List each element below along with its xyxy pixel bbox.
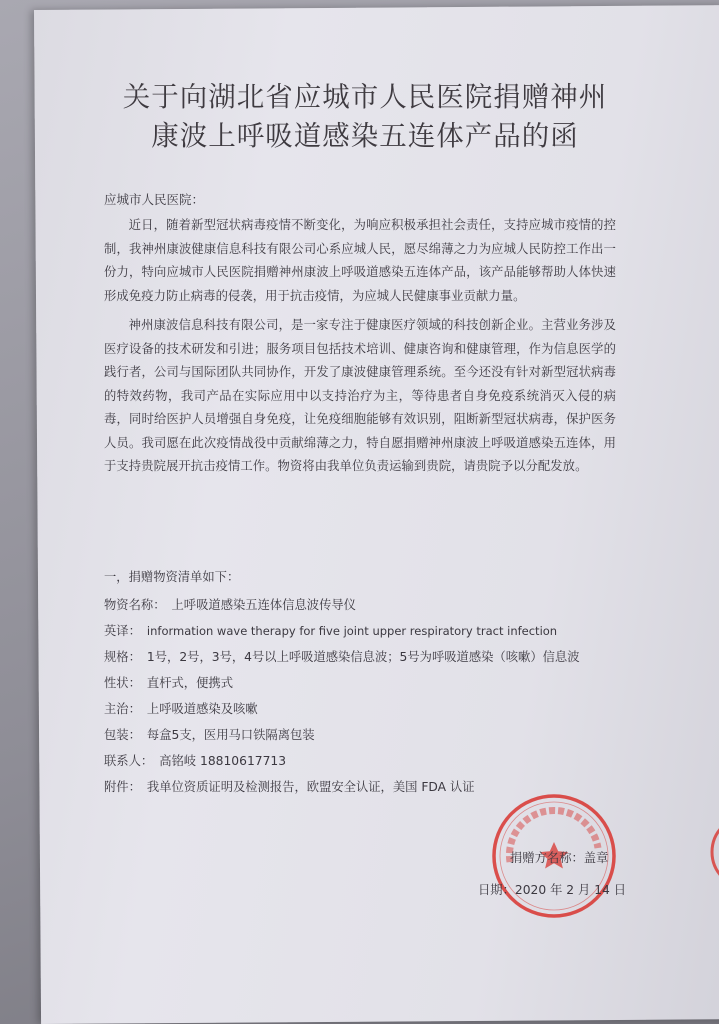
item-value: 上呼吸道感染五连体信息波传导仪 (171, 598, 356, 612)
date-line: 日期：2020 年 2 月 14 日 (478, 883, 627, 897)
title-line-2: 康波上呼吸道感染五连体产品的函 (151, 120, 579, 152)
salutation: 应城市人民医院： (104, 192, 205, 207)
list-item (104, 748, 664, 774)
letter-title (40, 78, 690, 156)
list-item (104, 644, 664, 670)
item-value: 上呼吸道感染及咳嗽 (146, 702, 258, 716)
item-value: 直杆式，便携式 (146, 676, 233, 690)
item-value: 高铭岐 18810617713 (159, 754, 287, 768)
list-item (104, 592, 664, 618)
item-value: 每盒5支，医用马口铁隔离包装 (146, 728, 315, 742)
item-value: 我单位资质证明及检测报告，欧盟安全认证，美国 FDA 认证 (146, 780, 475, 794)
item-label: 英译： (104, 624, 141, 638)
item-label: 规格： (104, 650, 141, 664)
title-line-1: 关于向湖北省应城市人民医院捐赠神州 (122, 81, 608, 113)
item-label: 附件： (104, 780, 141, 794)
signature-line: 捐赠方名称：盖章 (510, 851, 609, 865)
item-label: 联系人： (104, 754, 154, 768)
list-item (104, 618, 664, 644)
item-value: 1号，2号，3号，4号以上呼吸道感染信息波；5号为呼吸道感染（咳嗽）信息波 (146, 650, 580, 664)
item-label: 物资名称： (104, 598, 166, 612)
letter-body (104, 214, 616, 485)
item-label: 包装： (104, 728, 141, 742)
list-item (104, 722, 664, 748)
paragraph-2: 神州康波信息科技有限公司，是一家专注于健康医疗领域的科技创新企业。主营业务涉及医疗设备的技术研发和引进；服务项目包括技术培训、健康咨询和健康管理，作为信息医学的践行者，公司与国际团队共同协作，开发了康波健康管理系统。至今还没有针对新型冠状病毒的特效药物，我司产品在实际应用中以支持治疗为主，等待患者自身免疫系统消灭入侵的病毒，同时给医护人员增强自身免疫，让免疫细胞能够有效识别，阻断新型冠状病毒，保护医务人员。我司愿在此次疫情战役中贡献绵薄之力，特自愿捐赠神州康波上呼吸道感染五连体，用于支持贵院展开抗击疫情工作。物资将由我单位负责运输到贵院，请贵院予以分配发放。 (104, 318, 616, 473)
list-item (104, 670, 664, 696)
paragraph-1: 近日，随着新型冠状病毒疫情不断变化，为响应积极承担社会责任，支持应城市疫情的控制，我神州康波健康信息科技有限公司心系应城人民，愿尽绵薄之力为应城人民防控工作出一份力，特向应城市人民医院捐赠神州康波上呼吸道感染五连体产品，该产品能够帮助人体快速形成免疫力防止病毒的侵袭，用于抗击疫情，为应城人民健康事业贡献力量。 (104, 218, 616, 303)
partial-seal (698, 812, 719, 892)
item-label: 主治： (104, 702, 141, 716)
item-label: 性状： (104, 676, 141, 690)
list-item (104, 696, 664, 722)
list-heading: 一，捐赠物资清单如下： (104, 570, 240, 584)
item-value: information wave therapy for five joint upper respiratory tract infection (146, 624, 558, 638)
donation-list (104, 564, 664, 800)
